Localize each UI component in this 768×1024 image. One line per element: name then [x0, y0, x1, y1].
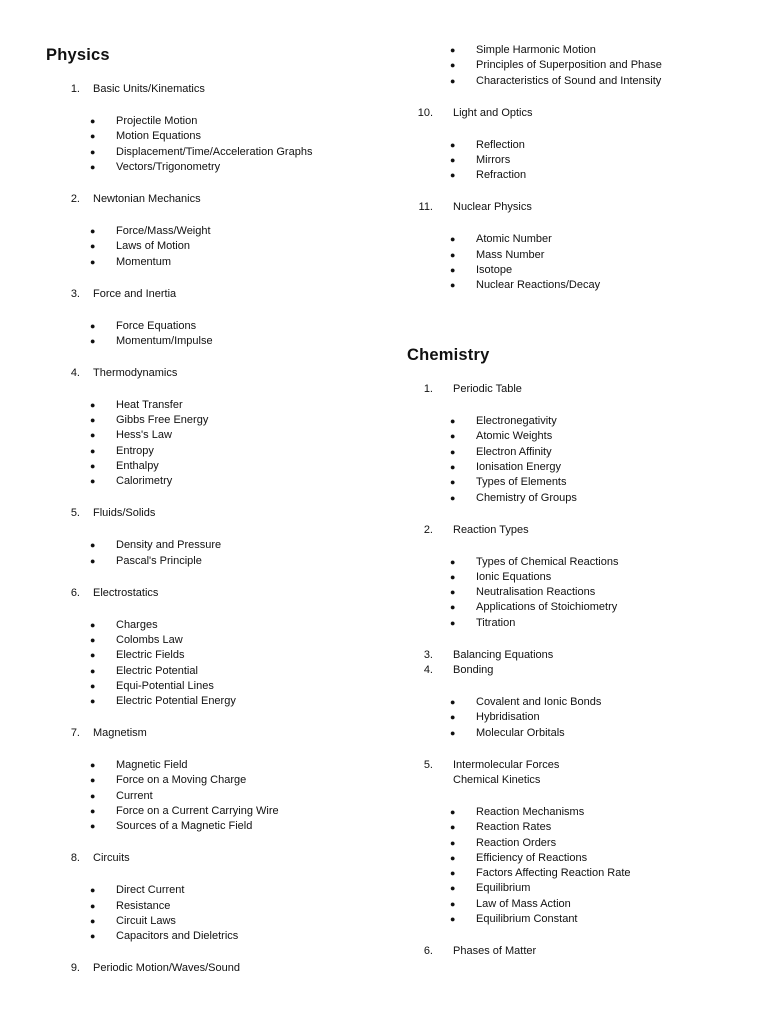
list-item: Hess's Law	[116, 429, 172, 442]
bullet-icon: ●	[450, 75, 456, 86]
bullet-icon: ●	[450, 461, 456, 472]
list-item: Capacitors and Dieletrics	[116, 930, 239, 943]
bullet-icon: ●	[90, 680, 96, 691]
list-item: Electronegativity	[476, 415, 557, 427]
list-item: Projectile Motion	[116, 115, 198, 127]
list-item: Law of Mass Action	[476, 897, 571, 910]
list-item: Magnetic Field	[116, 759, 188, 772]
list-item: Chemistry of Groups	[476, 491, 577, 504]
bullet-icon: ●	[450, 883, 456, 894]
bullet-icon: ●	[450, 712, 456, 723]
list-item: Vectors/Trigonometry	[116, 160, 221, 173]
list-item: Atomic Number	[476, 233, 552, 246]
bullet-icon: ●	[90, 619, 96, 630]
list-item: Heat Transfer	[116, 398, 183, 411]
list-item: Simple Harmonic Motion	[476, 44, 596, 56]
topic-number: 1.	[70, 83, 80, 95]
bullet-icon: ●	[450, 416, 456, 426]
bullet-icon: ●	[90, 461, 96, 471]
bullet-icon: ●	[90, 146, 96, 157]
list-item: Ionisation Energy	[476, 460, 561, 473]
list-item: Reaction Rates	[476, 821, 552, 834]
topic-title: Reaction Types	[453, 523, 529, 536]
bullet-icon: ●	[450, 571, 456, 582]
bullet-icon: ●	[450, 868, 456, 879]
list-item: Atomic Weights	[476, 430, 553, 443]
bullet-icon: ●	[90, 116, 96, 126]
topic-title: Force and Inertia	[93, 287, 177, 300]
bullet-icon: ●	[450, 234, 456, 245]
list-item: Reaction Orders	[476, 836, 557, 849]
bullet-icon: ●	[450, 477, 456, 488]
list-item: Charges	[116, 618, 158, 631]
list-item: Titration	[476, 616, 516, 629]
topic-number: 6.	[423, 945, 433, 957]
list-item: Circuit Laws	[116, 914, 176, 927]
bullet-icon: ●	[450, 60, 456, 71]
bullet-icon: ●	[450, 492, 456, 503]
topic-title: Periodic Motion/Waves/Sound	[93, 962, 240, 975]
list-item: Entropy	[116, 444, 154, 457]
topic-title: Basic Units/Kinematics	[93, 83, 205, 95]
list-item: Mirrors	[476, 153, 511, 166]
topic-number: 3.	[423, 648, 433, 661]
bullet-icon: ●	[450, 914, 456, 924]
list-item: Displacement/Time/Acceleration Graphs	[116, 145, 313, 158]
list-item: Reflection	[476, 138, 525, 151]
bullet-icon: ●	[450, 45, 456, 55]
list-item: Neutralisation Reactions	[476, 586, 596, 599]
list-item: Principles of Superposition and Phase	[476, 59, 662, 72]
topic-title: Electrostatics	[93, 586, 159, 599]
bullet-icon: ●	[90, 821, 96, 832]
topic-number: 2.	[70, 192, 80, 205]
bullet-icon: ●	[90, 445, 96, 456]
topic-title: Phases of Matter	[453, 945, 537, 957]
topic-number: 7.	[70, 727, 80, 740]
list-item: Ionic Equations	[476, 570, 552, 583]
bullet-icon: ●	[90, 225, 96, 236]
bullet-icon: ●	[450, 170, 456, 181]
bullet-icon: ●	[90, 696, 96, 707]
bullet-icon: ●	[90, 161, 96, 172]
list-item: Types of Chemical Reactions	[476, 555, 619, 568]
list-item: Gibbs Free Energy	[116, 414, 209, 427]
list-item: Efficiency of Reactions	[476, 851, 588, 864]
list-item: Motion Equations	[116, 130, 201, 143]
bullet-icon: ●	[90, 131, 96, 142]
list-item: Density and Pressure	[116, 539, 222, 552]
bullet-icon: ●	[450, 587, 456, 598]
list-item: Force on a Moving Charge	[116, 774, 247, 787]
list-item: Covalent and Ionic Bonds	[476, 696, 602, 708]
list-item: Nuclear Reactions/Decay	[476, 279, 601, 292]
bullet-icon: ●	[90, 900, 96, 911]
bullet-icon: ●	[450, 431, 456, 442]
topic-title: Circuits	[93, 852, 130, 865]
bullet-icon: ●	[90, 760, 96, 771]
bullet-icon: ●	[90, 399, 96, 410]
bullet-icon: ●	[90, 256, 96, 267]
list-item: Current	[116, 789, 153, 802]
topic-title: Fluids/Solids	[93, 507, 156, 520]
list-item: Resistance	[116, 899, 171, 912]
bullet-icon: ●	[90, 790, 96, 801]
bullet-icon: ●	[450, 806, 456, 817]
topic-title: Periodic Table	[453, 383, 522, 395]
bullet-icon: ●	[450, 280, 456, 291]
bullet-icon: ●	[450, 617, 456, 628]
bullet-icon: ●	[450, 154, 456, 165]
list-item: Electric Fields	[116, 649, 185, 662]
bullet-icon: ●	[90, 476, 96, 487]
topic-number: 2.	[423, 523, 433, 536]
bullet-icon: ●	[90, 885, 96, 896]
bullet-icon: ●	[90, 665, 96, 676]
bullet-icon: ●	[450, 602, 456, 613]
list-item: Equi-Potential Lines	[116, 679, 214, 692]
list-item: Direct Current	[116, 884, 185, 897]
topic-number: 1.	[423, 383, 433, 395]
list-item: Characteristics of Sound and Intensity	[476, 74, 662, 87]
list-item: Molecular Orbitals	[476, 726, 565, 739]
list-item: Equilibrium	[476, 882, 531, 895]
topic-number: 5.	[70, 507, 80, 520]
list-item: Force/Mass/Weight	[116, 224, 211, 237]
topic-title: Bonding	[453, 664, 494, 676]
topic-title: Light and Optics	[453, 106, 533, 119]
bullet-icon: ●	[90, 430, 96, 441]
topic-number: 3.	[70, 287, 80, 300]
list-item: Applications of Stoichiometry	[476, 601, 618, 614]
list-item: Isotope	[476, 263, 513, 276]
bullet-icon: ●	[90, 241, 96, 252]
bullet-icon: ●	[450, 264, 456, 275]
list-item: Sources of a Magnetic Field	[116, 820, 253, 833]
bullet-icon: ●	[90, 915, 96, 926]
topic-subtitle: Chemical Kinetics	[453, 773, 541, 786]
bullet-icon: ●	[450, 837, 456, 848]
bullet-icon: ●	[90, 555, 96, 566]
list-item: Enthalpy	[116, 460, 159, 472]
list-item: Reaction Mechanisms	[476, 805, 585, 818]
topic-title: Thermodynamics	[93, 366, 178, 379]
list-item: Types of Elements	[476, 476, 567, 489]
bullet-icon: ●	[450, 556, 456, 567]
topic-number: 4.	[70, 366, 80, 379]
section-heading: Chemistry	[407, 346, 490, 364]
bullet-icon: ●	[450, 822, 456, 833]
list-item: Mass Number	[476, 248, 545, 261]
list-item: Equilibrium Constant	[476, 913, 578, 925]
topic-number: 9.	[70, 962, 80, 975]
topic-number: 6.	[70, 586, 80, 599]
bullet-icon: ●	[90, 806, 96, 816]
bullet-icon: ●	[450, 852, 456, 863]
list-item: Force on a Current Carrying Wire	[116, 805, 279, 817]
bullet-icon: ●	[450, 446, 456, 457]
list-item: Force Equations	[116, 319, 197, 332]
topic-title: Balancing Equations	[453, 648, 554, 661]
topic-title: Magnetism	[93, 727, 147, 740]
topic-number: 5.	[423, 758, 433, 771]
list-item: Electric Potential	[116, 664, 198, 677]
section-heading: Physics	[46, 46, 110, 64]
list-item: Electric Potential Energy	[116, 695, 236, 708]
list-item: Momentum	[116, 255, 172, 268]
list-item: Pascal's Principle	[116, 554, 202, 567]
bullet-icon: ●	[450, 249, 456, 260]
bullet-icon: ●	[90, 320, 96, 331]
topic-number: 10.	[417, 106, 433, 119]
bullet-icon: ●	[90, 775, 96, 786]
bullet-icon: ●	[90, 335, 96, 346]
list-item: Momentum/Impulse	[116, 334, 213, 347]
bullet-icon: ●	[90, 650, 96, 661]
bullet-icon: ●	[450, 139, 456, 150]
bullet-icon: ●	[450, 697, 456, 707]
topic-title: Newtonian Mechanics	[93, 192, 201, 205]
topic-number: 4.	[423, 664, 433, 676]
bullet-icon: ●	[450, 898, 456, 909]
list-item: Calorimetry	[116, 475, 173, 488]
list-item: Hybridisation	[476, 711, 540, 724]
bullet-icon: ●	[450, 727, 456, 738]
bullet-icon: ●	[90, 540, 96, 551]
bullet-icon: ●	[90, 415, 96, 426]
topic-title: Intermolecular Forces	[453, 758, 560, 771]
topic-number: 11.	[418, 201, 433, 214]
list-item: Electron Affinity	[476, 445, 552, 458]
bullet-icon: ●	[90, 634, 96, 645]
topic-title: Nuclear Physics	[453, 201, 532, 214]
list-item: Refraction	[476, 169, 527, 182]
list-item: Colombs Law	[116, 633, 183, 646]
bullet-icon: ●	[90, 931, 96, 942]
list-item: Laws of Motion	[116, 240, 190, 253]
list-item: Factors Affecting Reaction Rate	[476, 867, 631, 880]
topic-number: 8.	[70, 852, 80, 865]
